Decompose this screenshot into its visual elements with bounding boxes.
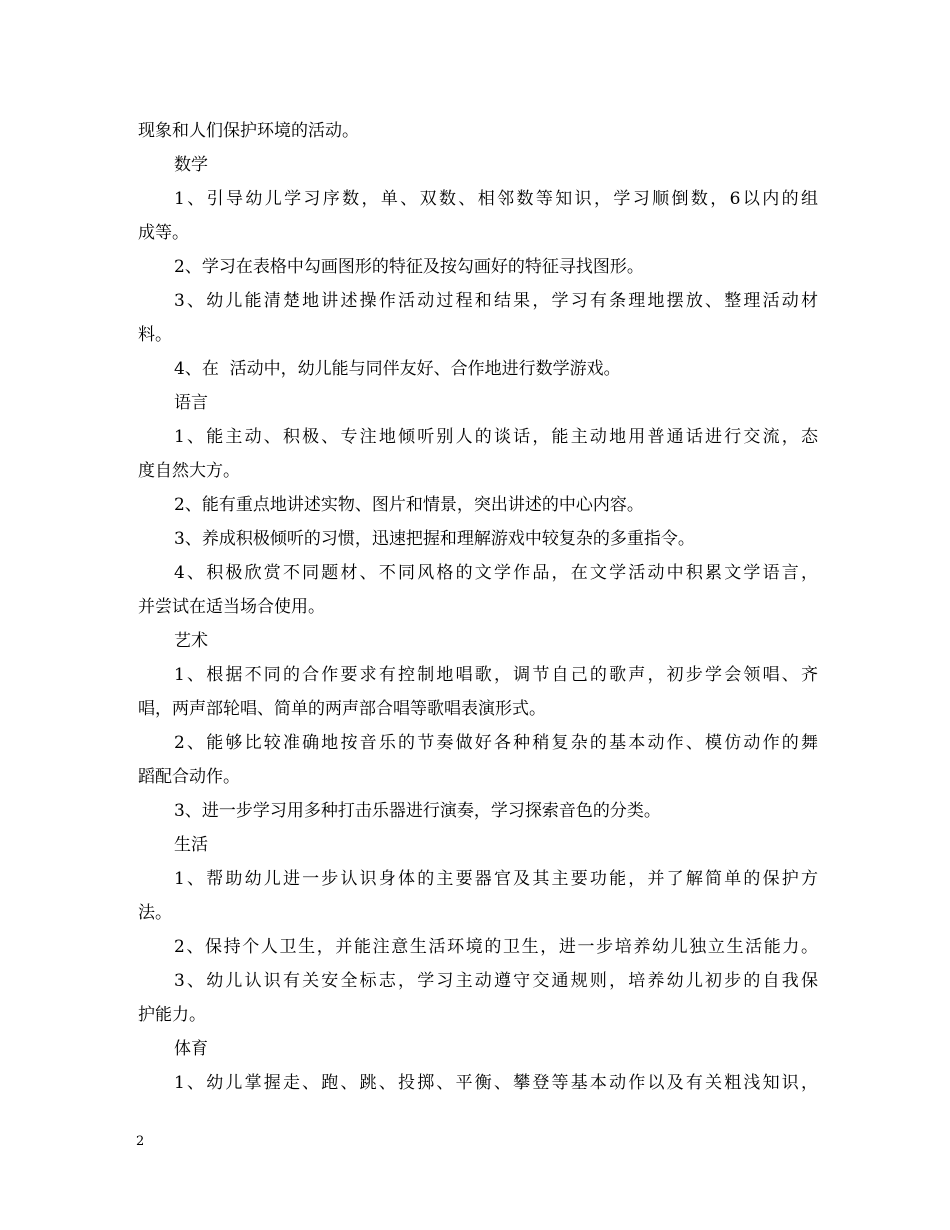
paragraph-line: 现象和人们保护环境的活动。 — [138, 121, 359, 141]
paragraph-line: 1、引导幼儿学习序数，单、双数、相邻数等知识，学习顺倒数，6以内的组 — [174, 189, 818, 209]
document-body — [138, 114, 818, 1100]
paragraph-line: 3、进一步学习用多种打击乐器进行演奏，学习探索音色的分类。 — [174, 801, 661, 821]
paragraph-line: 唱，两声部轮唱、简单的两声部合唱等歌唱表演形式。 — [138, 699, 546, 719]
section-heading: 语言 — [174, 393, 208, 413]
paragraph-line: 1、能主动、积极、专注地倾听别人的谈话，能主动地用普通话进行交流，态 — [174, 427, 818, 447]
paragraph-line: 3、幼儿认识有关安全标志，学习主动遵守交通规则，培养幼儿初步的自我保 — [174, 971, 818, 991]
paragraph-line: 1、帮助幼儿进一步认识身体的主要器官及其主要功能，并了解简单的保护方 — [174, 869, 818, 889]
section-heading: 料。 — [138, 325, 172, 345]
section-heading: 艺术 — [174, 631, 208, 651]
paragraph-line: 蹈配合动作。 — [138, 767, 240, 787]
paragraph-line: 2、能够比较准确地按音乐的节奏做好各种稍复杂的基本动作、模仿动作的舞 — [174, 733, 818, 753]
page-number: 2 — [136, 1134, 145, 1149]
paragraph-line: 4、在 活动中，幼儿能与同伴友好、合作地进行数学游戏。 — [174, 359, 621, 379]
paragraph-line: 3、幼儿能清楚地讲述操作活动过程和结果，学习有条理地摆放、整理活动材 — [174, 291, 818, 311]
paragraph-line: 护能力。 — [138, 1005, 206, 1025]
paragraph-line: 1、根据不同的合作要求有控制地唱歌，调节自己的歌声，初步学会领唱、齐 — [174, 665, 818, 685]
paragraph-line: 2、保持个人卫生，并能注意生活环境的卫生，进一步培养幼儿独立生活能力。 — [174, 937, 818, 957]
paragraph-line: 4、积极欣赏不同题材、不同风格的文学作品，在文学活动中积累文学语言， — [174, 563, 818, 583]
paragraph-line: 1、幼儿掌握走、跑、跳、投掷、平衡、攀登等基本动作以及有关粗浅知识， — [174, 1073, 818, 1093]
section-heading: 体育 — [174, 1039, 208, 1059]
paragraph-line: 并尝试在适当场合使用。 — [138, 597, 325, 617]
paragraph-line: 2、能有重点地讲述实物、图片和情景，突出讲述的中心内容。 — [174, 495, 644, 515]
section-heading: 法。 — [138, 903, 172, 923]
paragraph-line: 度自然大方。 — [138, 461, 240, 481]
paragraph-line: 成等。 — [138, 223, 189, 243]
section-heading: 数学 — [174, 155, 208, 175]
section-heading: 生活 — [174, 835, 208, 855]
paragraph-line: 2、学习在表格中勾画图形的特征及按勾画好的特征寻找图形。 — [174, 257, 644, 277]
paragraph-line: 3、养成积极倾听的习惯，迅速把握和理解游戏中较复杂的多重指令。 — [174, 529, 695, 549]
